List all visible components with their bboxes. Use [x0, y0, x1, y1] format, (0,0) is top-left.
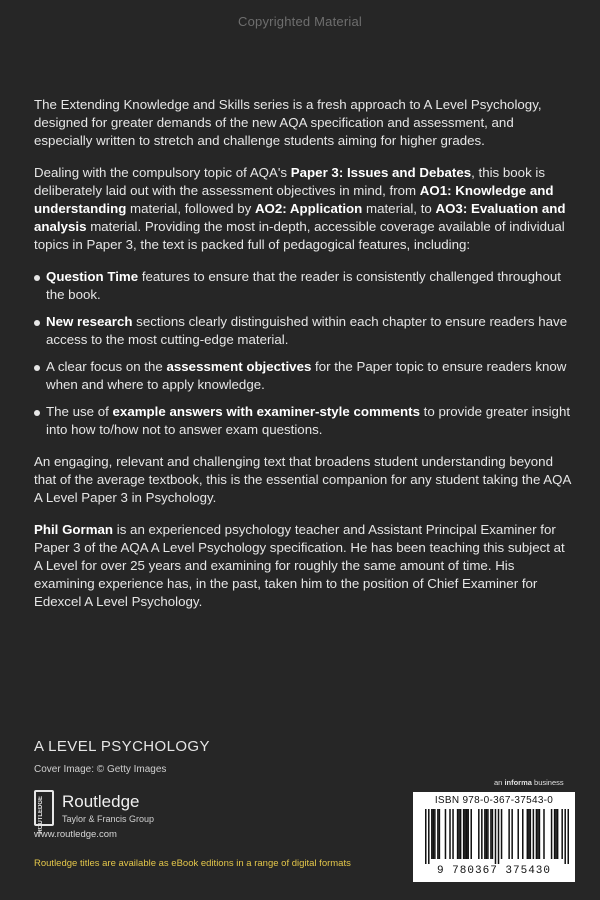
barcode-bar — [467, 809, 469, 859]
barcode-bar — [449, 809, 451, 859]
barcode-bar — [464, 809, 466, 859]
barcode-bar — [434, 809, 436, 859]
list-item — [34, 358, 574, 394]
barcode-bar — [498, 809, 500, 864]
barcode-bar — [433, 809, 435, 859]
author-paragraph — [34, 521, 574, 611]
list-item — [34, 268, 574, 304]
routledge-mark-icon: ROUTLEDGE — [34, 790, 54, 826]
barcode-bar — [557, 809, 559, 859]
barcode-bar — [528, 809, 530, 859]
barcode-bar — [536, 809, 538, 859]
barcode — [413, 792, 575, 882]
barcode-bar — [437, 809, 439, 859]
feature-bold: Question Time — [46, 269, 139, 284]
barcode-bar — [530, 809, 532, 859]
barcode-bar — [508, 809, 510, 859]
barcode-bar — [543, 809, 545, 859]
feature-bold: assessment objectives — [166, 359, 312, 374]
paper3-title: Paper 3: Issues and Debates — [290, 165, 472, 180]
barcode-bar — [484, 809, 486, 859]
barcode-digits: 9 780367 375430 — [436, 865, 552, 877]
barcode-bar — [481, 809, 483, 859]
informa-tagline: an informa business — [494, 778, 564, 787]
publisher-url[interactable]: www.routledge.com — [34, 829, 117, 840]
barcode-bar — [466, 809, 468, 859]
barcode-bar — [495, 809, 497, 864]
feature-text: features to ensure that the reader is consistently challenged throughout the book. — [46, 269, 561, 302]
text: material, to — [362, 201, 436, 216]
companion-paragraph: An engaging, relevant and challenging text that broadens student understanding beyond that of the average textbook, this is the essential companion for any student taking the AQA A Level Paper 3 in Psychology. — [34, 454, 571, 505]
paper3-paragraph — [34, 164, 574, 254]
barcode-bar — [431, 809, 433, 859]
ao3-label: AO3: Evaluation and analysis — [34, 201, 566, 234]
barcode-bar — [452, 809, 454, 859]
intro-paragraph: The Extending Knowledge and Skills series is a fresh approach to A Level Psychology, designed for greater demands of the new AQA specification and assessment, and especially written to stretch and challenge students aiming for higher grades. — [34, 97, 542, 148]
barcode-bar — [551, 809, 553, 859]
barcode-bar — [561, 809, 563, 859]
barcode-bar — [564, 809, 566, 864]
text: Dealing with the compulsory topic of AQA's — [34, 165, 291, 180]
barcode-bar — [501, 809, 503, 859]
barcode-bar — [492, 809, 494, 859]
barcode-bar — [554, 809, 556, 859]
barcode-bar — [517, 809, 519, 859]
barcode-bar — [445, 809, 447, 859]
barcode-bar — [478, 809, 480, 859]
feature-bold: example answers with examiner-style comments — [112, 404, 420, 419]
blurb — [34, 96, 574, 625]
cover-credit: Cover Image: © Getty Images — [34, 764, 167, 775]
barcode-bar — [539, 809, 541, 859]
ao2-label: AO2: Application — [254, 201, 363, 216]
barcode-bar — [490, 809, 492, 859]
barcode-bar — [537, 809, 539, 859]
barcode-bar — [555, 809, 557, 859]
feature-text: for the Paper topic to ensure readers know when and where to apply knowledge. — [46, 359, 567, 392]
barcode-bar — [439, 809, 441, 859]
ao1-label: AO1: Knowledge and understanding — [34, 183, 554, 216]
features-list — [34, 268, 574, 439]
barcode-bar — [486, 809, 488, 859]
list-item — [34, 403, 574, 439]
barcode-bar — [460, 809, 462, 859]
text: material, followed by — [126, 201, 255, 216]
routledge-logo — [34, 790, 194, 834]
barcode-bar — [522, 809, 524, 859]
feature-pre: The use of — [46, 404, 113, 419]
ebook-note: Routledge titles are available as eBook editions in a range of digital formats — [34, 858, 351, 869]
list-item — [34, 313, 574, 349]
text: , this book is deliberately laid out with the assessment objectives in mind, from — [34, 165, 546, 198]
barcode-bar — [470, 809, 472, 859]
author-bio: is an experienced psychology teacher and Assistant Principal Examiner for Paper 3 of the AQA A Level Psychology specification. He has been teaching this subject at A Level for over 25 years and examining for roughly the same amount of time. His examining experience has, in the past, taken him to the position of Chief Examiner for Edexcel A Level Psychology. — [34, 522, 565, 609]
isbn-text: ISBN 978-0-367-37543-0 — [434, 795, 554, 806]
publisher-group: Taylor & Francis Group — [62, 814, 155, 824]
feature-text: sections clearly distinguished within each chapter to ensure readers have access to the most cutting-edge material. — [46, 314, 568, 347]
barcode-bar — [458, 809, 460, 859]
series-label: A LEVEL PSYCHOLOGY — [34, 738, 210, 755]
copyright-watermark: Copyrighted Material — [238, 14, 362, 29]
feature-bold: New research — [46, 314, 133, 329]
barcode-bar — [425, 809, 427, 864]
barcode-bar — [463, 809, 465, 859]
barcode-bar — [487, 809, 489, 859]
barcode-bar — [533, 809, 535, 859]
author-name: Phil Gorman — [34, 522, 114, 537]
barcode-bar — [567, 809, 569, 864]
text: material. Providing the most in-depth, accessible coverage available of individual topics in Paper 3, the text is packed full of pedagogical features, including: — [34, 219, 565, 252]
publisher-name: Routledge — [62, 792, 140, 811]
feature-text: to provide greater insight into how to/how not to answer exam questions. — [46, 404, 571, 437]
barcode-bar — [527, 809, 529, 859]
barcode-bar — [511, 809, 513, 859]
barcode-bar — [457, 809, 459, 859]
barcode-bars — [425, 809, 569, 864]
feature-pre: A clear focus on the — [46, 359, 167, 374]
barcode-bar — [428, 809, 430, 864]
